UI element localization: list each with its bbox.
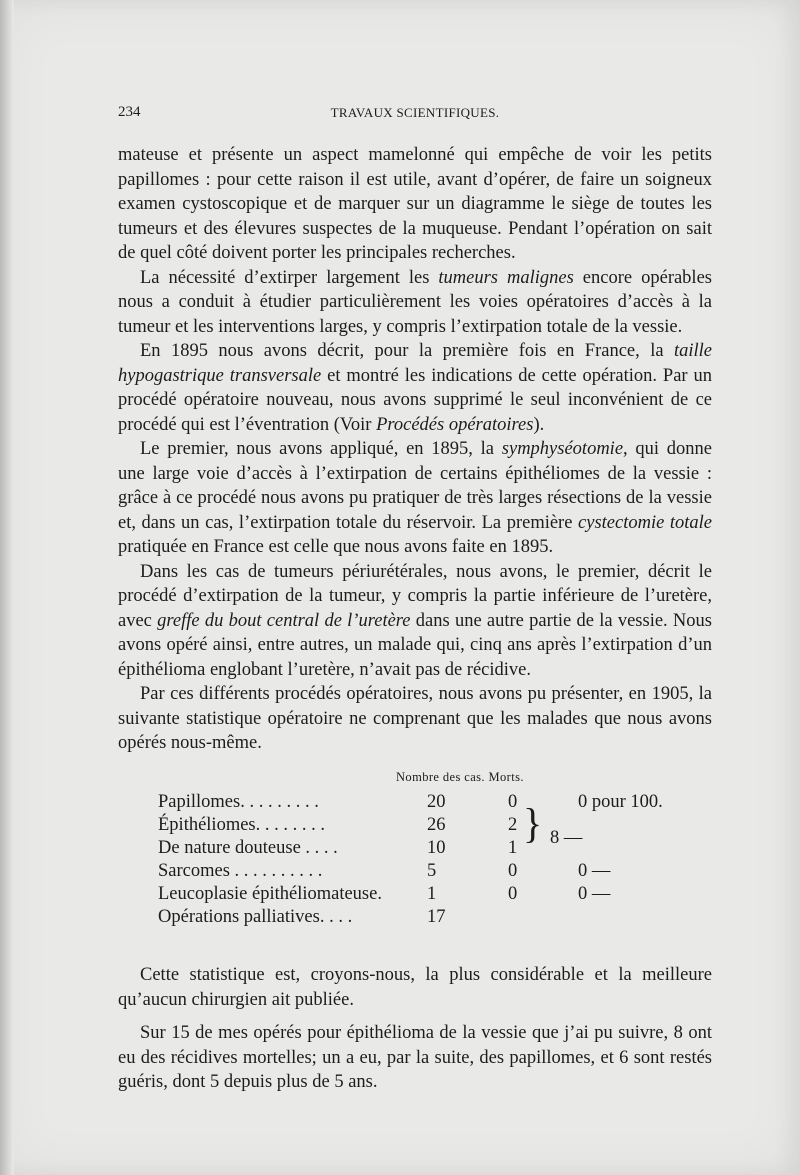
paragraph <box>118 339 712 437</box>
row-deaths: 0 <box>508 884 518 904</box>
row-cases: 5 <box>427 861 437 881</box>
text-run: En 1895 nous avons décrit, pour la première fois en France, la <box>140 341 674 361</box>
table-row <box>118 884 712 907</box>
row-deaths: 2 <box>508 815 518 835</box>
paragraph <box>118 560 712 683</box>
text-run: encore opérables nous a conduit à étudier particulièrement les voies opératoires d’accès à la tumeur et les interventions larges, y compris l’extirpation totale de la vessie. <box>118 267 712 337</box>
paragraph <box>118 143 712 266</box>
paragraph: Cette statistique est, croyons-nous, la plus considérable et la meilleure qu’aucun chirurgien ait publiée. <box>118 965 712 1010</box>
italic-term: Procédés opératoires <box>376 414 534 435</box>
text-run: dans une autre partie de la vessie. Nous avons opéré ainsi, entre autres, un malade qui, cinq ans après l’extirpation d’un épithélioma englobant l’uretère, n’avait pas de récidive. <box>118 610 712 680</box>
paragraph: Sur 15 de mes opérés pour épithélioma de la vessie que j’ai pu suivre, 8 ont eu des récidives mortelles; un a eu, par la suite, des papillomes, et 6 sont restés guéris, dont 5 depuis plus de 5 ans. <box>118 1023 712 1092</box>
grouped-rate: 8 — <box>550 828 583 848</box>
row-deaths: 0 <box>508 861 518 881</box>
row-label: Leucoplasie épithéliomateuse. <box>158 884 382 904</box>
text-run: ). <box>533 414 545 435</box>
text-run: et montré les indications de cette opération. Par un procédé opératoire nouveau, nous avons supprimé le seul inconvénient de ce procédé qui est l’éventration (Voir <box>118 365 712 435</box>
row-label: Épithéliomes. . . . . . . . <box>158 815 325 835</box>
page-gutter-shadow <box>0 0 14 1175</box>
table-row <box>118 838 712 861</box>
row-label: Papillomes. . . . . . . . . <box>158 792 319 812</box>
grouping-brace: } <box>523 799 543 848</box>
row-label: Opérations palliatives. . . . <box>158 907 353 927</box>
paragraph <box>118 437 712 560</box>
text-run: pratiquée en France est celle que nous avons faite en 1895. <box>118 537 554 557</box>
text-run: mateuse et présente un aspect mamelonné qui empêche de voir les petits papillomes : pour cette raison il est utile, avant d’opérer, de faire un soigneux examen cystoscopique et de marquer sur un diagramme le siège de toutes les tumeurs et des élevures suspectes de la muqueuse. Pendant l’opération on sait de quel côté doivent porter les principales recherches. <box>118 145 712 263</box>
italic-term: symphyséotomie <box>501 439 624 459</box>
page-header <box>118 104 712 128</box>
paragraph <box>118 266 712 340</box>
row-cases: 1 <box>427 884 437 904</box>
italic-term: cystectomie totale <box>578 512 713 533</box>
row-rate: 0 — <box>578 861 611 881</box>
text-run: Par ces différents procédés opératoires, nous avons pu présenter, en 1905, la suivante statistique opératoire ne comprenant que les malades que nous avons opérés nous-même. <box>118 684 712 753</box>
row-cases: 17 <box>427 907 446 927</box>
text-run: , qui donne une large voie d’accès à l’extirpation de certains épithéliomes de la vessie : grâce à ce procédé nous avons pu pratiquer de très larges résections de la vessie et, dans un cas, l’extirpation totale du réservoir. La première <box>118 439 713 533</box>
text-run: La nécessité d’extirper largement les <box>140 267 439 288</box>
row-cases: 20 <box>427 792 446 812</box>
row-cases: 10 <box>427 838 446 858</box>
table-row <box>118 907 712 930</box>
row-deaths: 1 <box>508 838 518 858</box>
table-row <box>118 792 712 815</box>
table-row <box>118 815 712 838</box>
row-label: De nature douteuse . . . . <box>158 838 338 858</box>
page-number: 234 <box>118 104 141 120</box>
italic-term: tumeurs malignes <box>438 267 574 288</box>
text-run: Le premier, nous avons appliqué, en 1895, la <box>140 439 502 459</box>
statistics-column-header: Nombre des cas. Morts. <box>396 770 524 784</box>
row-rate: 0 — <box>578 884 611 904</box>
row-deaths: 0 <box>508 792 518 812</box>
italic-term: taille hypogastrique transversale <box>118 341 712 386</box>
table-row <box>118 861 712 884</box>
row-label: Sarcomes . . . . . . . . . . <box>158 861 323 881</box>
running-title: TRAVAUX SCIENTIFIQUES. <box>330 105 500 120</box>
closing-text <box>118 963 712 1095</box>
row-cases: 26 <box>427 815 446 835</box>
paragraph <box>118 682 712 756</box>
statistics-table <box>118 770 712 930</box>
row-rate: 0 pour 100. <box>578 792 663 812</box>
body-text <box>118 143 712 756</box>
italic-term: greffe du bout central de l’uretère <box>157 610 411 631</box>
text-run: Dans les cas de tumeurs périurétérales, nous avons, le premier, décrit le procédé d’extirpation de la tumeur, y compris la partie inférieure de l’uretère, avec <box>118 561 712 631</box>
